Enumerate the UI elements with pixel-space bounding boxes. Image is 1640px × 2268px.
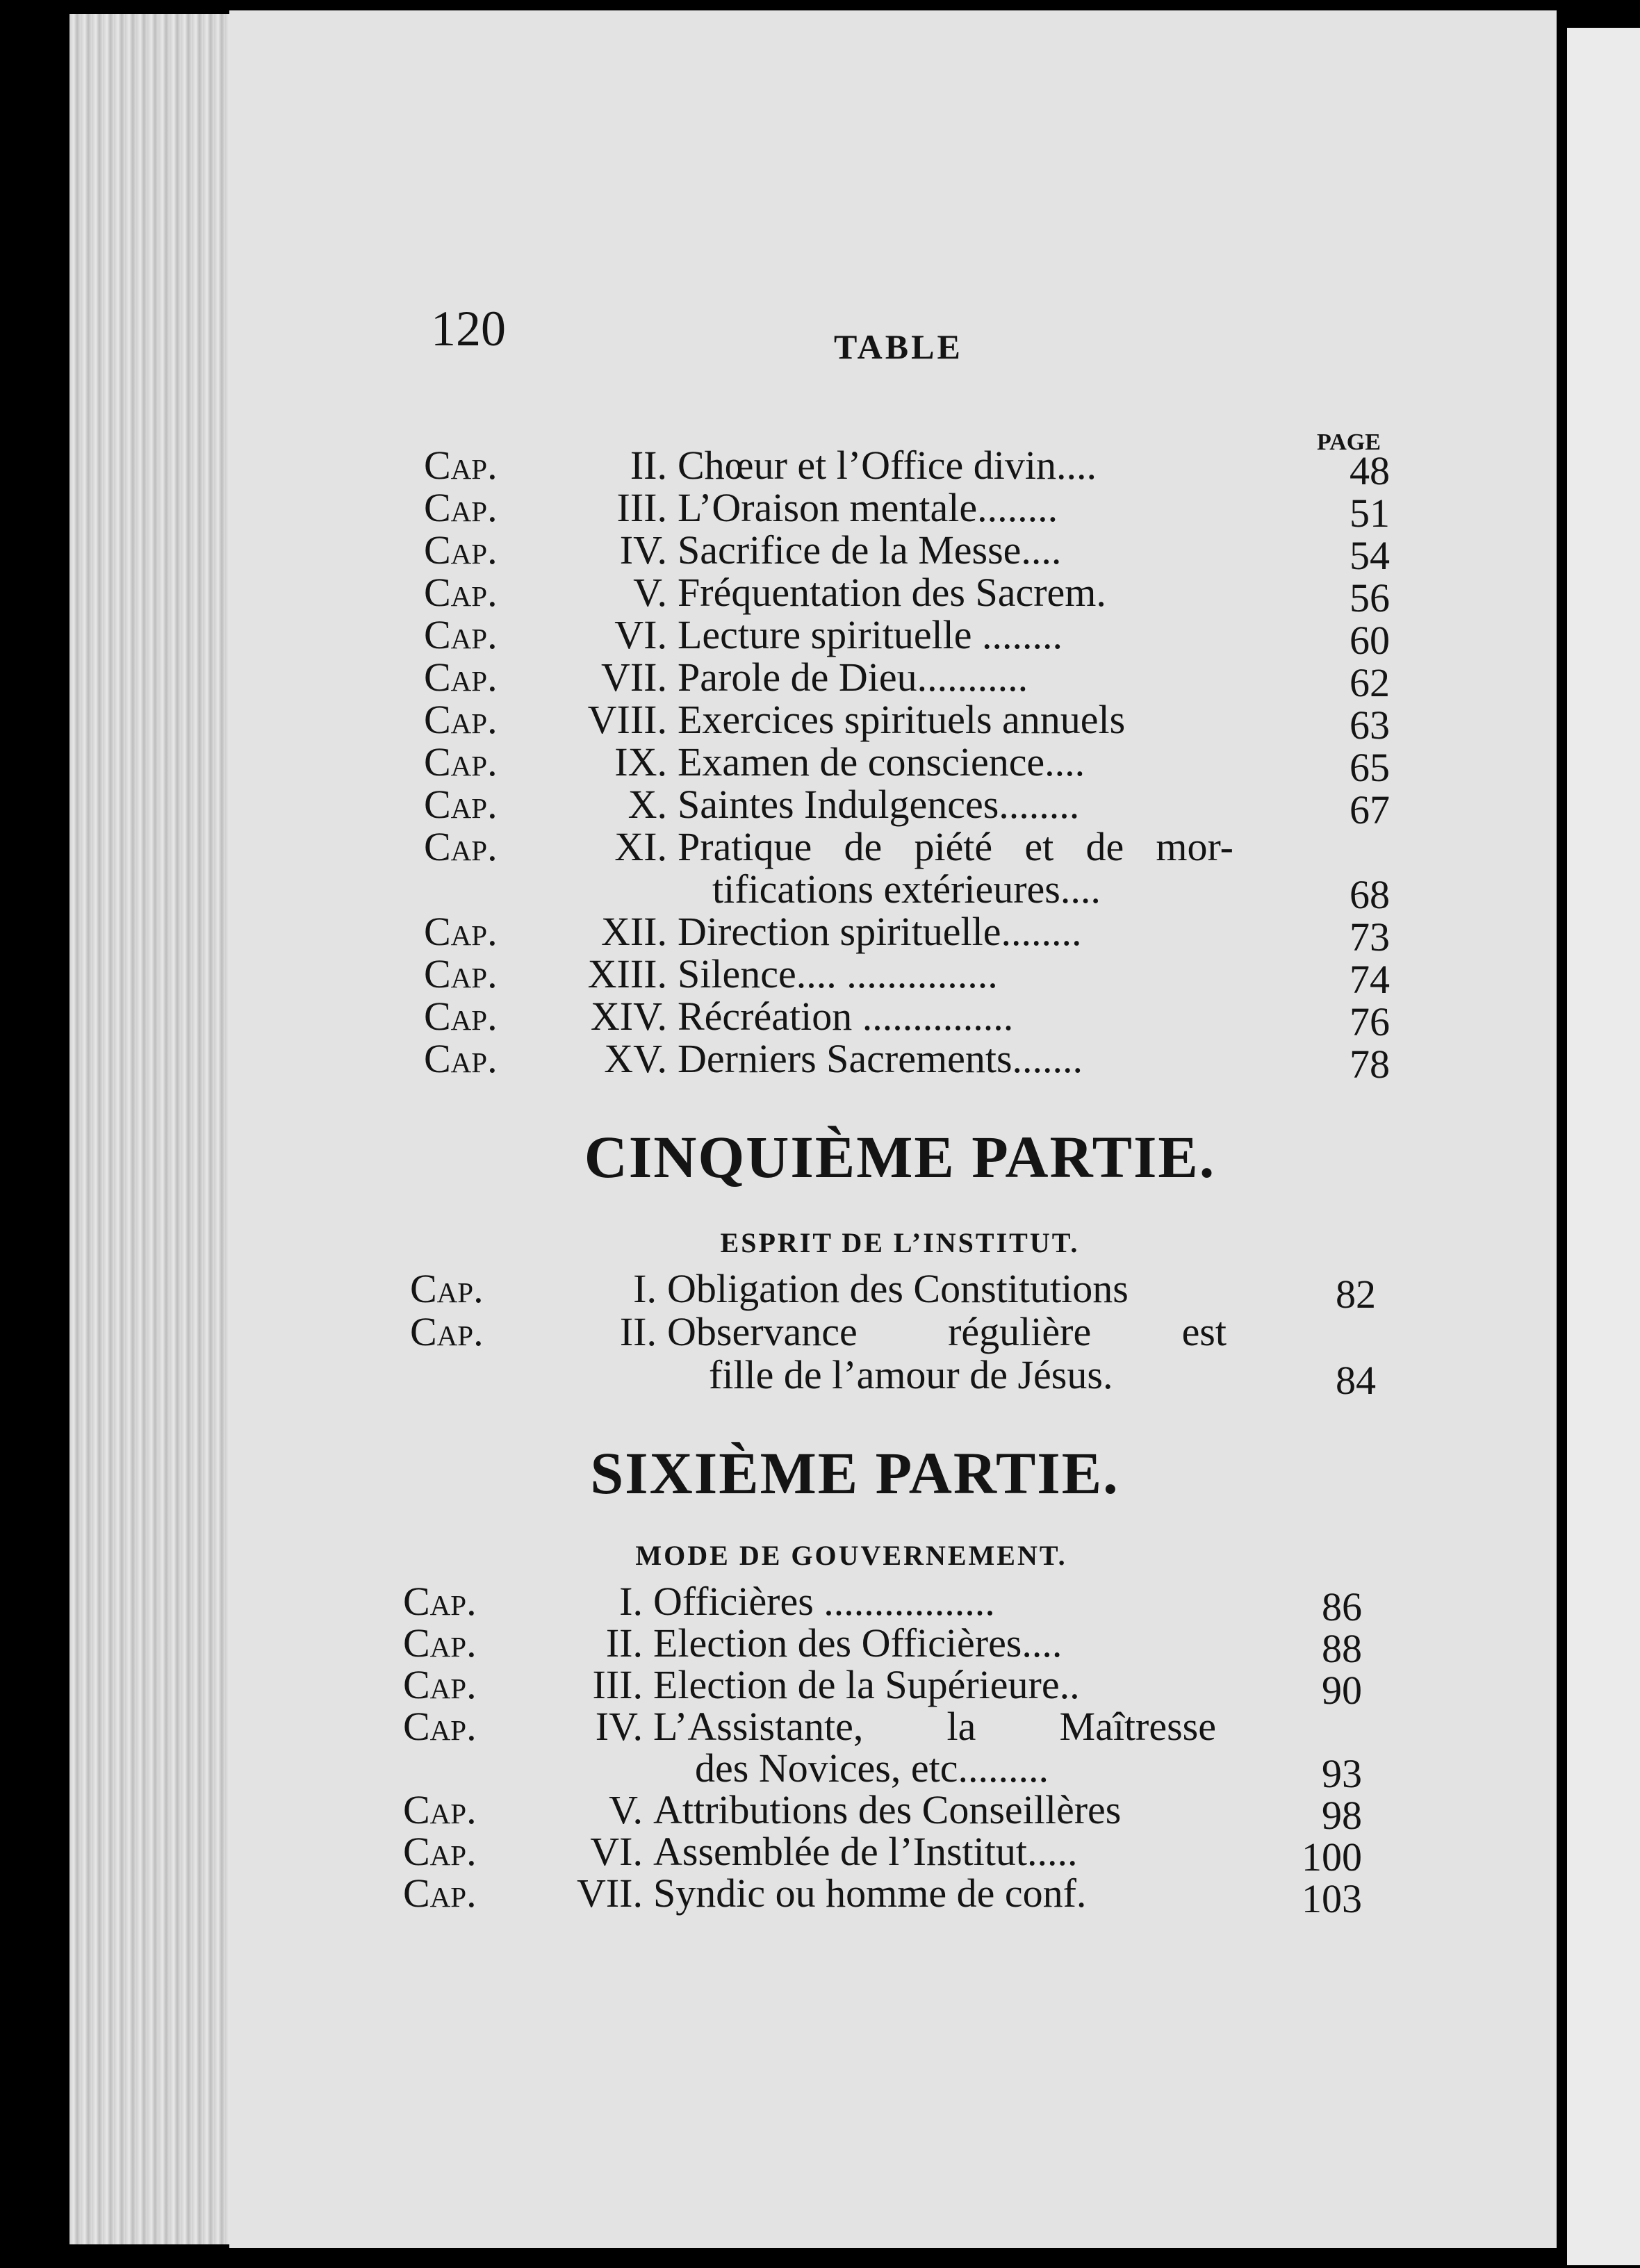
page-ref: 84 xyxy=(1336,1358,1376,1403)
chapter-number: XIII. xyxy=(587,951,667,996)
chapter-abbrev: Cap. xyxy=(424,570,498,615)
chapter-abbrev: Cap. xyxy=(424,612,498,657)
chapter-number: I. xyxy=(633,1266,657,1311)
chapter-title: Pratique de piété et de mor- xyxy=(678,824,1233,869)
chapter-title: L’Oraison mentale........ xyxy=(678,485,1058,530)
page-ref: 98 xyxy=(1322,1793,1362,1838)
chapter-abbrev: Cap. xyxy=(424,697,498,742)
page-ref: 60 xyxy=(1350,618,1390,663)
chapter-title: Parole de Dieu........... xyxy=(678,655,1028,700)
chapter-abbrev: Cap. xyxy=(424,994,498,1039)
page-ref: 86 xyxy=(1322,1584,1362,1629)
chapter-title: Officières ................. xyxy=(653,1579,995,1624)
chapter-abbrev: Cap. xyxy=(424,527,498,573)
chapter-number: II. xyxy=(619,1309,657,1354)
page-ref: 48 xyxy=(1350,448,1390,493)
page-ref: 56 xyxy=(1350,575,1390,621)
chapter-title-continued: des Novices, etc......... xyxy=(695,1745,1049,1791)
page-edge xyxy=(69,14,236,2244)
chapter-number: IX. xyxy=(614,739,667,784)
chapter-title: Examen de conscience.... xyxy=(678,739,1085,784)
page-ref: 76 xyxy=(1350,999,1390,1044)
chapter-number: II. xyxy=(630,443,667,488)
page-ref: 82 xyxy=(1336,1272,1376,1317)
page-ref: 78 xyxy=(1350,1042,1390,1087)
page-ref: 90 xyxy=(1322,1668,1362,1713)
chapter-abbrev: Cap. xyxy=(403,1787,477,1832)
part5-subheading: ESPRIT DE L’INSTITUT. xyxy=(720,1227,1080,1258)
page-ref: 73 xyxy=(1350,914,1390,960)
chapter-abbrev: Cap. xyxy=(403,1662,477,1707)
chapter-number: VI. xyxy=(614,612,667,657)
part6-heading: SIXIÈME PARTIE. xyxy=(590,1440,1120,1506)
chapter-abbrev: Cap. xyxy=(424,782,498,827)
chapter-number: I. xyxy=(619,1579,643,1624)
chapter-title: Election de la Supérieure.. xyxy=(653,1662,1080,1707)
chapter-abbrev: Cap. xyxy=(424,824,498,869)
chapter-abbrev: Cap. xyxy=(424,655,498,700)
chapter-abbrev: Cap. xyxy=(424,1036,498,1081)
chapter-title: Chœur et l’Office divin.... xyxy=(678,443,1097,488)
chapter-title: Obligation des Constitutions xyxy=(667,1266,1129,1311)
chapter-title: Sacrifice de la Messe.... xyxy=(678,527,1062,573)
chapter-abbrev: Cap. xyxy=(403,1871,477,1916)
chapter-abbrev: Cap. xyxy=(424,951,498,996)
chapter-number: VII. xyxy=(600,655,667,700)
chapter-abbrev: Cap. xyxy=(403,1829,477,1874)
page-ref: 51 xyxy=(1350,491,1390,536)
chapter-title: Récréation ............... xyxy=(678,994,1014,1039)
chapter-title: Lecture spirituelle ........ xyxy=(678,612,1063,657)
chapter-title: Exercices spirituels annuels xyxy=(678,697,1126,742)
page-number: 120 xyxy=(431,301,506,356)
chapter-title: Saintes Indulgences........ xyxy=(678,782,1080,827)
chapter-number: VIII. xyxy=(587,697,667,742)
chapter-title: Assemblée de l’Institut..... xyxy=(653,1829,1078,1874)
page-ref: 67 xyxy=(1350,787,1390,832)
page-ref: 100 xyxy=(1302,1834,1362,1880)
page-ref: 88 xyxy=(1322,1626,1362,1671)
chapter-number: XV. xyxy=(604,1036,667,1081)
chapter-number: III. xyxy=(616,485,667,530)
chapter-number: V. xyxy=(609,1787,643,1832)
page-ref: 103 xyxy=(1302,1876,1362,1921)
page-ref: 62 xyxy=(1350,660,1390,705)
page-ref: 68 xyxy=(1350,872,1390,917)
chapter-abbrev: Cap. xyxy=(424,739,498,784)
chapter-title: Attributions des Conseillères xyxy=(653,1787,1122,1832)
chapter-abbrev: Cap. xyxy=(403,1704,477,1749)
chapter-abbrev: Cap. xyxy=(424,443,498,488)
chapter-abbrev: Cap. xyxy=(410,1266,484,1311)
chapter-title: Observance régulière est xyxy=(667,1309,1227,1354)
chapter-title: Derniers Sacrements....... xyxy=(678,1036,1083,1081)
chapter-title: Election des Officières.... xyxy=(653,1620,1063,1666)
chapter-number: V. xyxy=(633,570,667,615)
chapter-number: XII. xyxy=(600,909,667,954)
page-ref: 65 xyxy=(1350,745,1390,790)
chapter-number: II. xyxy=(605,1620,643,1666)
page-ref: 74 xyxy=(1350,957,1390,1002)
chapter-number: X. xyxy=(628,782,667,827)
chapter-title: Silence.... ............... xyxy=(678,951,998,996)
chapter-number: VI. xyxy=(590,1829,643,1874)
chapter-number: IV. xyxy=(595,1704,643,1749)
chapter-title: L’Assistante, la Maîtresse xyxy=(653,1704,1216,1749)
chapter-abbrev: Cap. xyxy=(403,1579,477,1624)
chapter-title: Syndic ou homme de conf. xyxy=(653,1871,1087,1916)
chapter-number: IV. xyxy=(619,527,667,573)
facing-page-edge xyxy=(1567,28,1640,2265)
chapter-abbrev: Cap. xyxy=(424,909,498,954)
chapter-title-continued: tifications extérieures.... xyxy=(712,866,1101,912)
part6-subheading: MODE DE GOUVERNEMENT. xyxy=(635,1540,1067,1571)
part5-heading: CINQUIÈME PARTIE. xyxy=(584,1124,1216,1190)
page-title: TABLE xyxy=(834,327,963,366)
page-column-label: PAGE xyxy=(1317,429,1381,455)
page-ref: 63 xyxy=(1350,702,1390,748)
page-ref: 93 xyxy=(1322,1751,1362,1796)
chapter-title: Direction spirituelle........ xyxy=(678,909,1082,954)
chapter-abbrev: Cap. xyxy=(410,1309,484,1354)
chapter-number: III. xyxy=(592,1662,643,1707)
chapter-abbrev: Cap. xyxy=(424,485,498,530)
chapter-number: VII. xyxy=(576,1871,643,1916)
chapter-title: Fréquentation des Sacrem. xyxy=(678,570,1106,615)
chapter-number: XI. xyxy=(614,824,667,869)
page-ref: 54 xyxy=(1350,533,1390,578)
chapter-abbrev: Cap. xyxy=(403,1620,477,1666)
chapter-number: XIV. xyxy=(590,994,667,1039)
chapter-title-continued: fille de l’amour de Jésus. xyxy=(709,1352,1113,1397)
